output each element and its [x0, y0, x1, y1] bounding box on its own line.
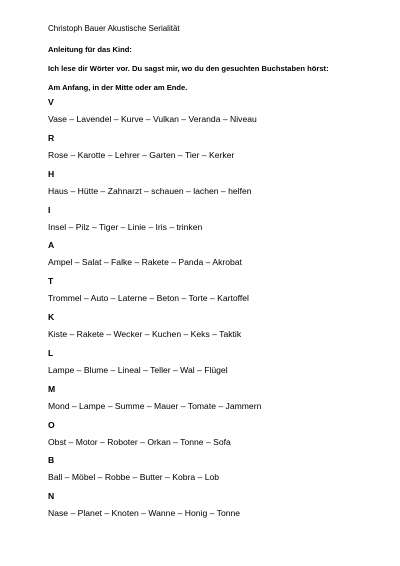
group-letter: O — [48, 419, 55, 430]
instruction-title: Anleitung für das Kind: — [48, 45, 132, 54]
letter-group — [48, 204, 378, 240]
page-header: Christoph Bauer Akustische Serialität — [48, 24, 180, 33]
group-letter: B — [48, 455, 55, 466]
group-words: Haus – Hütte – Zahnarzt – schauen – lachen – helfen — [48, 185, 252, 196]
letter-group — [48, 383, 378, 419]
group-letter: K — [48, 312, 55, 323]
group-words: Mond – Lampe – Summe – Mauer – Tomate – Jammern — [48, 400, 262, 411]
group-letter: H — [48, 168, 55, 179]
group-letter: M — [48, 383, 56, 394]
letter-groups — [48, 96, 378, 526]
letter-group — [48, 239, 378, 275]
group-letter: L — [48, 347, 54, 358]
letter-group — [48, 275, 378, 311]
letter-group — [48, 347, 378, 383]
group-words: Ampel – Salat – Falke – Rakete – Panda – Akrobat — [48, 257, 242, 268]
group-words: Insel – Pilz – Tiger – Linie – Iris – trinken — [48, 221, 203, 232]
letter-group — [48, 419, 378, 455]
letter-group — [48, 132, 378, 168]
group-letter: A — [48, 240, 55, 251]
group-words: Kiste – Rakete – Wecker – Kuchen – Keks – Taktik — [48, 329, 242, 340]
group-words: Vase – Lavendel – Kurve – Vulkan – Veranda – Niveau — [48, 114, 257, 124]
group-letter: T — [48, 276, 54, 287]
group-letter: R — [48, 132, 55, 143]
group-words: Rose – Karotte – Lehrer – Garten – Tier – Kerker — [48, 149, 235, 160]
group-words: Nase – Planet – Knoten – Wanne – Honig – Tonne — [48, 508, 241, 519]
group-words: Obst – Motor – Roboter – Orkan – Tonne – Sofa — [48, 436, 231, 447]
instruction-options: Am Anfang, in der Mitte oder am Ende. — [48, 83, 188, 92]
group-words: Trommel – Auto – Laterne – Beton – Torte – Kartoffel — [48, 293, 249, 304]
letter-group — [48, 168, 378, 204]
group-letter: N — [48, 491, 55, 502]
letter-group — [48, 490, 378, 526]
instructions-block — [48, 45, 378, 102]
group-letter: V — [48, 97, 54, 107]
letter-group — [48, 96, 378, 132]
letter-group — [48, 311, 378, 347]
letter-group — [48, 454, 378, 490]
instruction-text: Ich lese dir Wörter vor. Du sagst mir, wo du den gesuchten Buchstaben hörst: — [48, 64, 329, 73]
group-words: Lampe – Blume – Lineal – Teller – Wal – Flügel — [48, 364, 228, 375]
group-words: Ball – Möbel – Robbe – Butter – Kobra – Lob — [48, 472, 220, 483]
group-letter: I — [48, 204, 51, 215]
